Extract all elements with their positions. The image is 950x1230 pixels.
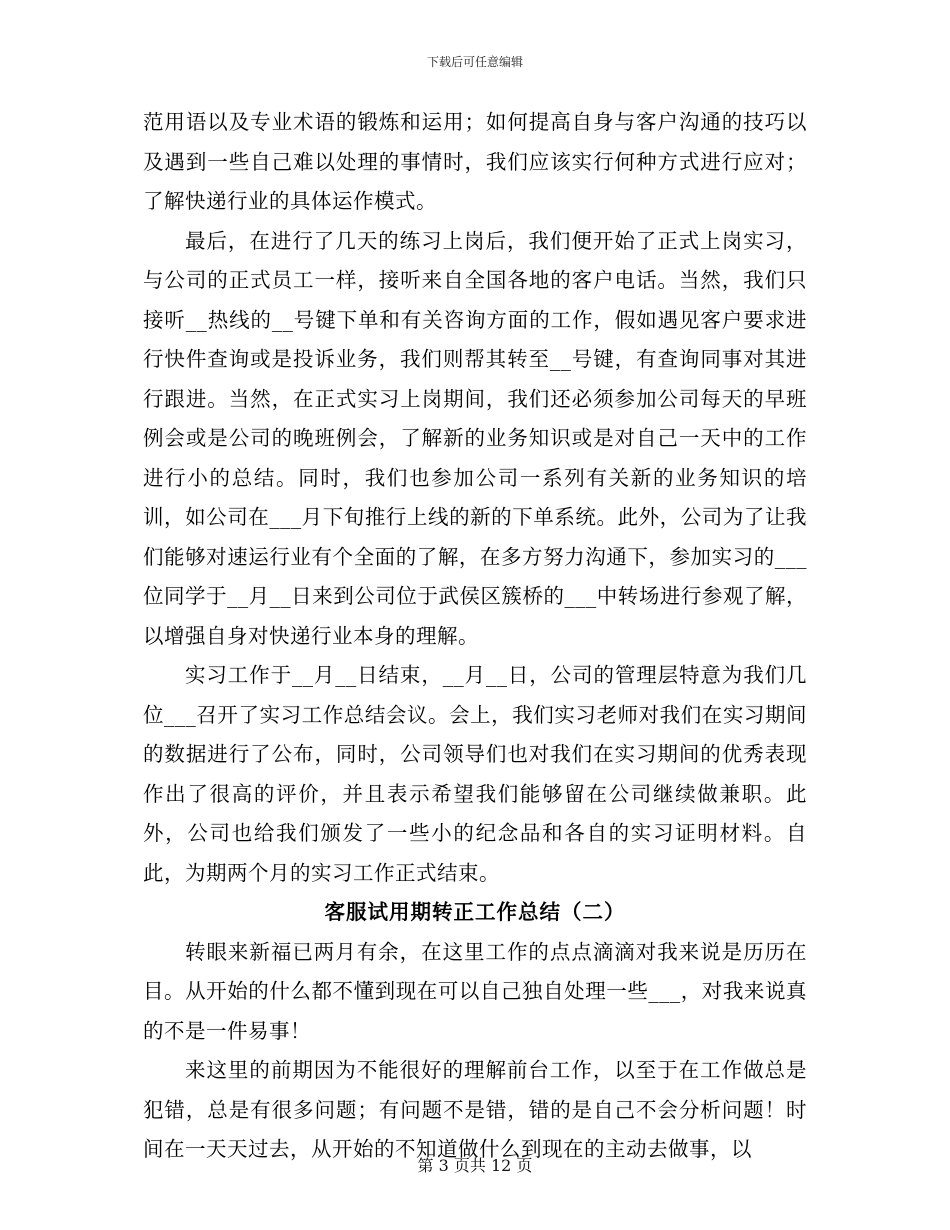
paragraph-internship-work: 最后，在进行了几天的练习上岗后，我们便开始了正式上岗实习，与公司的正式员工一样，接听来自全国各地的客户电话。当然，我们只接听__热线的__号键下单和有关咨询方面的工作，假如遇见客户要求进行快件查询或是投诉业务，我们则帮其转至__号键，有查询同事对其进行跟进。当然，在正式实习上岗期间，我们还必须参加公司每天的早班例会或是公司的晚班例会，了解新的业务知识或是对自己一天中的工作进行小的总结。同时，我们也参加公司一系列有关新的业务知识的培训，如公司在___月下旬推行上线的新的下单系统。此外，公司为了让我们能够对速运行业有个全面的了解，在多方努力沟通下，参加实习的___位同学于__月__日来到公司位于武侯区簇桥的___中转场进行参观了解，以增强自身对快递行业本身的理解。 xyxy=(143,228,807,648)
page-footer: 第 3 页共 12 页 xyxy=(417,1156,533,1175)
paragraph-continuation: 范用语以及专业术语的锻炼和运用；如何提高自身与客户沟通的技巧以及遇到一些自己难以处理的事情时，我们应该实行何种方式进行应对；了解快递行业的具体运作模式。 xyxy=(143,110,807,213)
paragraph-section-intro: 转眼来新福已两月有余，在这里工作的点点滴滴对我来说是历历在目。从开始的什么都不懂到现在可以自己独自处理一些___，对我来说真的不是一件易事！ xyxy=(143,939,807,1043)
page-header: 下载后可任意编辑 xyxy=(426,55,523,69)
paragraph-internship-end: 实习工作于__月__日结束，__月__日，公司的管理层特意为我们几位___召开了实习工作总结会议。会上，我们实习老师对我们在实习期间的数据进行了公布，同时，公司领导们也对我们在实习期间的优秀表现作出了很高的评价，并且表示希望我们能够留在公司继续做兼职。此外，公司也给我们颁发了一些小的纪念品和各自的实习证明材料。自此，为期两个月的实习工作正式结束。 xyxy=(143,663,807,885)
section-title: 客服试用期转正工作总结（二） xyxy=(324,900,626,924)
paragraph-section-early-period: 来这里的前期因为不能很好的理解前台工作，以至于在工作做总是犯错，总是有很多问题；有问题不是错，错的是自己不会分析问题！时间在一天天过去，从开始的不知道做什么到现在的主动去做事，以 xyxy=(143,1058,807,1161)
document-body xyxy=(143,103,807,1170)
